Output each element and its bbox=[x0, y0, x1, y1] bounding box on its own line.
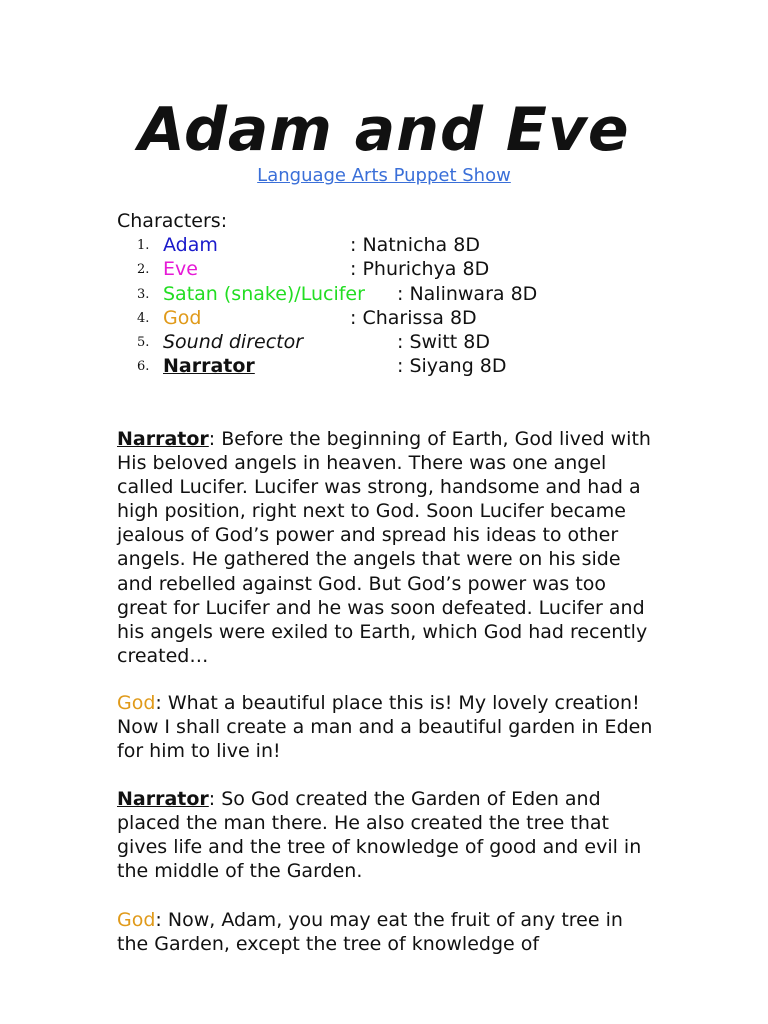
character-name-god: God bbox=[163, 306, 202, 329]
character-actor-narrator: : Siyang 8D bbox=[397, 355, 507, 378]
paragraph-text: : So God created the Garden of Eden and placed the man there. He also created the tree that gives life and the tree of knowledge of good and evil in the middle of the Garden. bbox=[117, 788, 642, 883]
character-actor-adam: : Natnicha 8D bbox=[350, 234, 480, 256]
characters-heading: Characters: bbox=[117, 210, 228, 232]
character-item-narrator bbox=[117, 354, 737, 378]
speaker-god: God bbox=[117, 692, 156, 714]
document-title: Adam and Eve bbox=[138, 95, 630, 165]
character-item-sound-director bbox=[117, 330, 737, 354]
character-actor-god: : Charissa 8D bbox=[350, 306, 477, 329]
character-name-sound-director: Sound director bbox=[163, 331, 304, 354]
list-number: 3. bbox=[137, 286, 150, 302]
character-actor-eve: : Phurichya 8D bbox=[350, 258, 490, 281]
paragraph-text: : Now, Adam, you may eat the fruit of any tree in the Garden, except the tree of knowledge of bbox=[117, 909, 623, 956]
speaker-narrator: Narrator bbox=[117, 788, 209, 810]
character-item-eve bbox=[117, 257, 737, 281]
script-paragraph bbox=[117, 691, 657, 763]
character-name-adam: Adam bbox=[163, 234, 218, 256]
list-number: 6. bbox=[137, 359, 150, 375]
document-subtitle[interactable]: Language Arts Puppet Show bbox=[257, 165, 511, 186]
character-list bbox=[117, 233, 737, 379]
list-number: 2. bbox=[137, 262, 150, 278]
list-number: 4. bbox=[137, 310, 150, 326]
character-name-narrator: Narrator bbox=[163, 355, 255, 378]
script-paragraph bbox=[117, 787, 657, 883]
paragraph-text: : Before the beginning of Earth, God lived with His beloved angels in heaven. There was one angel called Lucifer. Lucifer was strong, handsome and had a high position, right next to God. Soon Lucifer became jealous of God’s power and spread his ideas to other angels. He gathered the angels that were on his side and rebelled against God. But God’s power was too great for Lucifer and he was soon defeated. Lucifer and his angels were exiled to Earth, which God had recently created… bbox=[117, 428, 651, 667]
speaker-god: God bbox=[117, 909, 156, 931]
paragraph-text: : What a beautiful place this is! My lovely creation! Now I shall create a man and a beautiful garden in Eden for him to live in! bbox=[117, 692, 653, 763]
character-actor-satan: : Nalinwara 8D bbox=[397, 282, 538, 305]
list-number: 1. bbox=[137, 238, 150, 253]
character-item-adam bbox=[117, 233, 737, 257]
character-name-eve: Eve bbox=[163, 258, 198, 281]
character-actor-sound-director: : Switt 8D bbox=[397, 331, 490, 354]
list-number: 5. bbox=[137, 335, 150, 351]
character-item-god bbox=[117, 306, 737, 330]
character-item-satan bbox=[117, 282, 737, 306]
script-paragraph bbox=[117, 908, 657, 956]
character-name-satan: Satan (snake)/Lucifer bbox=[163, 282, 365, 305]
speaker-narrator: Narrator bbox=[117, 428, 209, 450]
script-paragraph bbox=[117, 427, 657, 668]
